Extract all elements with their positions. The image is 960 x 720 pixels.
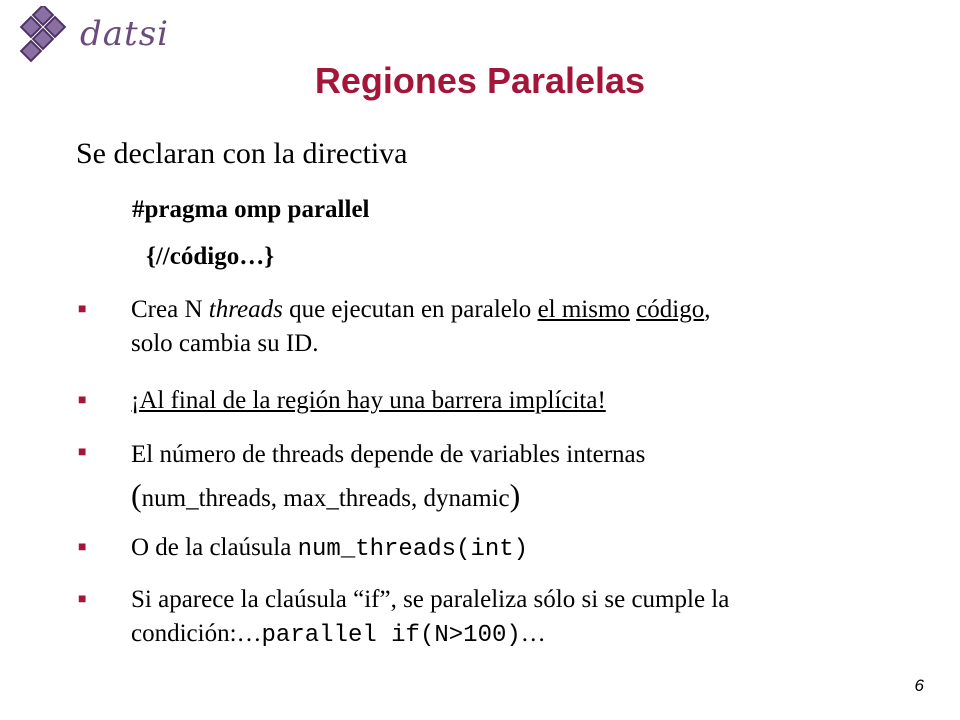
- bullet-square-icon: ■: [78, 592, 87, 607]
- bullet-5-code: parallel if(N>100): [261, 622, 521, 649]
- bullet-square-icon: ■: [78, 540, 87, 555]
- bullet-4-code: num_threads(int): [297, 536, 529, 563]
- bullet-text-2: [131, 384, 921, 418]
- bullet-text-1: [131, 293, 921, 361]
- diamond-logo-icon: [14, 6, 74, 66]
- bullet-text-5: [131, 583, 921, 653]
- bullet-square-icon: ■: [78, 393, 87, 408]
- intro-text: Se declaran con la directiva: [76, 137, 408, 170]
- bullet-4-text: O de la claúsula: [131, 534, 298, 561]
- bullet-1-part: que ejecutan en paralelo: [282, 296, 538, 323]
- bullet-5-text: …: [520, 620, 546, 647]
- bullet-3-line1: El número de threads depende de variables internas: [131, 441, 646, 468]
- bullet-5-text: condición:…: [131, 620, 262, 647]
- bullet-2-text: ¡Al final de la región hay una barrera implícita!: [131, 387, 606, 414]
- bullet-1-part: ,: [704, 296, 711, 323]
- bullet-1-threads: threads: [208, 296, 283, 323]
- page-number: 6: [914, 676, 924, 695]
- bullet-square-icon: ■: [78, 445, 87, 460]
- slide-title: Regiones Paralelas: [314, 60, 646, 101]
- bullet-1-part: Crea N: [131, 296, 209, 323]
- datsi-logo: [14, 6, 170, 66]
- bullet-text-3: [131, 435, 921, 519]
- code-line-pragma: #pragma omp parallel: [132, 196, 370, 223]
- bullet-3-paren: ): [509, 477, 521, 513]
- bullet-1-underlined: el mismo: [537, 296, 630, 323]
- bullet-1-underlined: código: [636, 296, 705, 323]
- bullet-text-4: [131, 531, 921, 567]
- bullet-3-paren: (: [131, 477, 142, 513]
- code-line-body: {//código…}: [146, 243, 275, 270]
- bullet-5-line1: Si aparece la claúsula “if”, se paraleliza sólo si se cumple la: [131, 586, 730, 613]
- bullet-square-icon: ■: [78, 302, 87, 317]
- logo-text: datsi: [80, 14, 170, 54]
- bullet-3-vars: num_threads, max_threads, dynamic: [141, 485, 510, 512]
- bullet-1-line2: solo cambia su ID.: [131, 330, 319, 357]
